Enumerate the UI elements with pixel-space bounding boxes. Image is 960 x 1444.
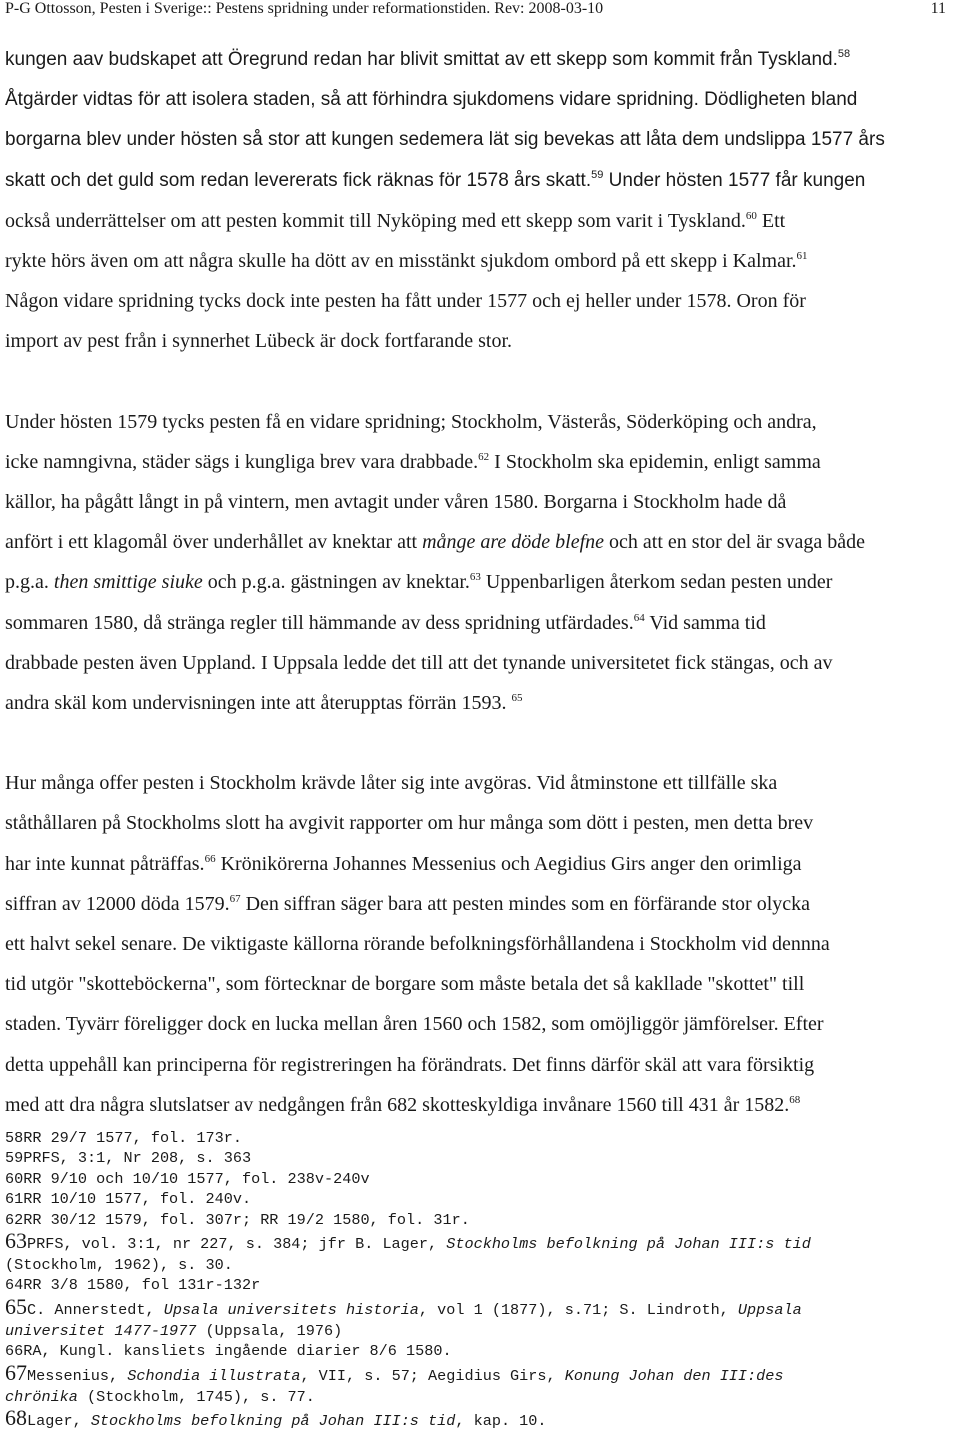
footnote-ref[interactable]: 66: [204, 852, 216, 865]
text-line: skatt och det guld som redan levererats fick räknas för 1578 års skatt.$^{59}$ Under hösten 1577 får kungen: [5, 168, 866, 191]
page-number: 11: [930, 0, 946, 17]
paragraph-2: [5, 402, 955, 724]
footnote-67-cont: chrönika (Stockholm, 1745), s. 77.: [5, 1387, 315, 1406]
text-line: tid utgör "skotteböckerna", som förtecknar de borgare som måste betala det så kakllade "skottet" till: [5, 973, 805, 996]
footnote-ref[interactable]: 59: [591, 168, 604, 181]
quoted-source-text: månge are döde blefne: [422, 531, 605, 554]
footnote-64: 64RR 3/8 1580, fol 131r-132r: [5, 1276, 261, 1295]
footnote-ref[interactable]: 62: [478, 450, 490, 463]
text-line: ståthållaren på Stockholms slott ha avgivit rapporter om hur många som dött i pesten, men detta brev: [5, 812, 814, 835]
footnote-68: 68Lager, Stockholms befolkning på Johan III:s tid, kap. 10.: [5, 1405, 547, 1431]
footnote-67: 67Messenius, Schondia illustrata, VII, s. 57; Aegidius Girs, Konung Johan den III:des: [5, 1359, 784, 1385]
footnote-58: 58RR 29/7 1577, fol. 173r.: [5, 1129, 242, 1147]
footnote-ref[interactable]: 58: [837, 48, 851, 60]
paragraph-gap: [5, 362, 955, 402]
footnotes: [5, 1128, 955, 1432]
text-line: staden. Tyvärr föreligger dock en lucka mellan åren 1560 och 1582, som omöjliggör jämförelser. Efter: [5, 1013, 824, 1036]
text-line: med att dra några slutslatser av nedgången från 682 skotteskyldiga invånare 1560 till 431 år 1582.68: [5, 1093, 801, 1116]
footnote-ref[interactable]: 63: [469, 571, 481, 584]
footnote-ref[interactable]: 67: [229, 892, 241, 905]
text-line: kungen aav budskapet att Öregrund redan har blivit smittat av ett skepp som kommit från Tyskland.$^{58}$: [5, 48, 851, 70]
text-line: källor, ha pågått långt in på vintern, men avtagit under våren 1580. Borgarna i Stockholm hade då: [5, 491, 787, 514]
text-line: sommaren 1580, då stränga regler till hämmande av dess spridning utfärdades.$^{64}$ Vid samma tid: [5, 611, 766, 634]
text-line: andra skäl kom undervisningen inte att återupptas förrän 1593. $^{65}$: [5, 692, 523, 715]
running-header: [5, 0, 946, 22]
text-line: icke namngivna, städer sägs i kungliga brev vara drabbade.$^{62}$ I Stockholm ska epidemin, enligt samma: [5, 450, 821, 473]
text-line: har inte kunnat påträffas.$^{66}$ Krönikörerna Johannes Messenius och Aegidius Girs anger den orimliga: [5, 852, 802, 875]
footnote-65-cont: universitet 1477-1977 (Uppsala, 1976): [5, 1321, 343, 1340]
text-line: borgarna blev under hösten så stor att kungen sedemera lät sig bevekas att låta dem undslippa 1577 års: [5, 129, 885, 151]
text-line: import av pest från i synnerhet Lübeck är dock fortfarande stor.: [5, 330, 513, 353]
text-line: p.g.a. then smittige siuke och p.g.a. gästningen av knektar.$^{63}$ Uppenbarligen återkom sedan pesten under: [5, 571, 833, 594]
text-line: också underrättelser om att pesten kommit till Nyköping med ett skepp som varit i Tyskland.$^{60}$ Ett: [5, 209, 786, 232]
footnote-61: 61RR 10/10 1577, fol. 240v.: [5, 1190, 252, 1209]
footnote-63-cont: (Stockholm, 1962), s. 30.: [5, 1256, 233, 1275]
text-line: drabbade pesten även Uppland. I Uppsala ledde det till att det tynande universitetet fick stängas, och av: [5, 651, 833, 674]
quoted-source-text: then smittige siuke: [53, 571, 203, 594]
header-title: P-G Ottosson, Pesten i Sverige:: Pestens spridning under reformationstiden. Rev: 2008-03-10: [5, 0, 604, 17]
paragraph-3: [5, 763, 955, 1125]
text-line: Någon vidare spridning tycks dock inte pesten ha fått under 1577 och ej heller under 1578. Oron för: [5, 290, 806, 313]
text-line: Under hösten 1579 tycks pesten få en vidare spridning; Stockholm, Västerås, Söderköping och andra,: [5, 410, 817, 433]
text-line: siffran av 12000 döda 1579.67 Den siffran säger bara att pesten mindes som en förfärande stor olycka: [5, 892, 811, 915]
footnote-ref[interactable]: 64: [633, 611, 645, 624]
footnote-63: 63PRFS, vol. 3:1, nr 227, s. 384; jfr B. Lager, Stockholms befolkning på Johan III:s tid: [5, 1228, 811, 1254]
footnote-ref[interactable]: 65: [511, 692, 523, 705]
footnote-62: 62RR 30/12 1579, fol. 307r; RR 19/2 1580, fol. 31r.: [5, 1210, 470, 1229]
footnote-59: 59PRFS, 3:1, Nr 208, s. 363: [5, 1149, 252, 1168]
paragraph-gap: [5, 723, 955, 763]
footnote-60: 60RR 9/10 och 10/10 1577, fol. 238v-240v: [5, 1169, 370, 1188]
text-line: ett halvt sekel senare. De viktigaste källorna rörande befolkningsförhållandena i Stockholm vid dennna: [5, 933, 830, 956]
text-line: Hur många offer pesten i Stockholm krävde låter sig inte avgöras. Vid åtminstone ett tillfälle ska: [5, 772, 778, 795]
text-line: detta uppehåll kan principerna för registreringen ha förändrats. Det finns därför skäl att vara försiktig: [5, 1053, 815, 1076]
footnote-ref[interactable]: 68: [789, 1093, 801, 1106]
text-line: Åtgärder vidtas för att isolera staden, så att förhindra sjukdomens vidare spridning. Dödligheten bland: [5, 89, 858, 111]
footnote-ref[interactable]: 60: [745, 209, 757, 222]
body-text: [5, 40, 955, 1125]
paragraph-1: [5, 40, 955, 362]
footnote-ref[interactable]: 61: [796, 250, 808, 263]
footnote-66: 66RA, Kungl. kansliets ingående diarier 8/6 1580.: [5, 1342, 452, 1361]
footnote-65: 65C. Annerstedt, Upsala universitets historia, vol 1 (1877), s.71; S. Lindroth, Uppsala: [5, 1293, 802, 1319]
text-line: anfört i ett klagomål över underhållet av knektar att månge are döde blefne och att en stor del är svaga både: [5, 531, 866, 554]
text-line: rykte hörs även om att några skulle ha dött av en misstänkt sjukdom ombord på ett skepp i Kalmar.$^{61}$: [5, 250, 808, 273]
